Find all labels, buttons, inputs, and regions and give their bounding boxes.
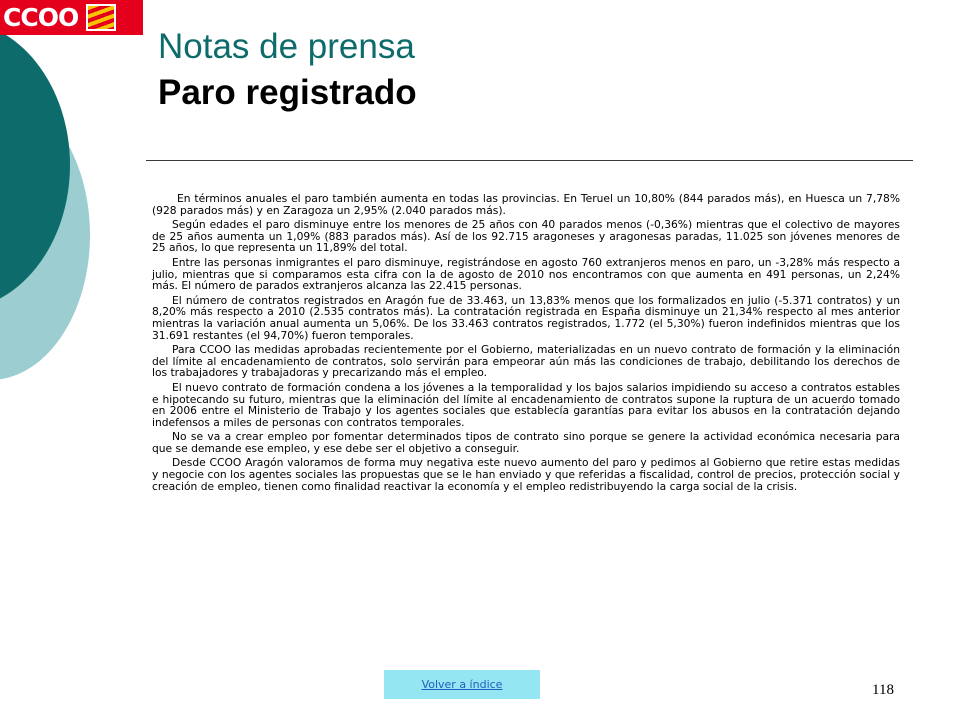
paragraph: El número de contratos registrados en Aragón fue de 33.463, un 13,83% menos que los formalizados en julio (-5.371 contratos) y un 8,20% más respecto a 2010 (2.535 contratos más). La contratación registrada en España disminuye un 21,34% respecto al mes anterior mientras la variación anual aumenta un 5,06%. De los 33.463 contratos registrados, 1.772 (el 5,30%) fueron indefinidos mientras que los 31.691 restantes (el 94,70%) fueron temporales. bbox=[152, 293, 900, 342]
paragraph: Para CCOO las medidas aprobadas recientemente por el Gobierno, materializadas en un nuevo contrato de formación y la eliminación del límite al encadenamiento de contratos, solo servirán para empeorar aún más las condiciones de trabajo, debilitando los derechos de los trabajadores y trabajadoras y precarizando más el empleo. bbox=[152, 343, 900, 380]
page-number: 118 bbox=[872, 682, 894, 698]
paragraph: El nuevo contrato de formación condena a los jóvenes a la temporalidad y los bajos salarios impidiendo su acceso a contratos estables e hipotecando su futuro, mientras que la eliminación del límite al encadenamiento de contratos supone la ruptura de un acuerdo tomado en 2006 entre el Ministerio de Trabajo y los agentes sociales que establecía garantías para evitar los abusos en la contratación dejando indefensos a miles de personas con contratos temporales. bbox=[152, 380, 900, 429]
logo-text: CCOO bbox=[3, 3, 79, 32]
paragraph: Según edades el paro disminuye entre los menores de 25 años con 40 parados menos (-0,36%) mientras que el colectivo de mayores de 25 años aumenta un 1,09% (883 parados más). Así de los 92.715 aragoneses y aragonesas paradas, 11.025 son jóvenes menores de 25 años, lo que representa un 11,89% del total. bbox=[152, 218, 900, 255]
paragraph: Desde CCOO Aragón valoramos de forma muy negativa este nuevo aumento del paro y pedimos al Gobierno que retire estas medidas y negocie con los agentes sociales las propuestas que se le han enviado y que referidas a fiscalidad, control de precios, protección social y creación de empleo, tienen como finalidad reactivar la economía y el empleo redistribuyendo la carga social de la crisis. bbox=[152, 456, 900, 493]
press-release-body bbox=[152, 193, 900, 495]
page-subtitle: Paro registrado bbox=[158, 73, 417, 112]
paragraph: Entre las personas inmigrantes el paro disminuye, registrándose en agosto 760 extranjeros menos en paro, un -3,28% más respecto a julio, mientras que si comparamos esta cifra con la de agosto de 2010 nos encontramos con que aumenta en 491 personas, un 2,24% más. El número de parados extranjeros alcanza las 22.415 personas. bbox=[152, 255, 900, 293]
page-title: Notas de prensa bbox=[158, 27, 415, 66]
ccoo-logo bbox=[0, 0, 143, 35]
paragraph: No se va a crear empleo por fomentar determinados tipos de contrato sino porque se genere la actividad económica necesaria para que se demande ese empleo, y ese debe ser el objetivo a conseguir. bbox=[152, 430, 900, 455]
paragraph: En términos anuales el paro también aumenta en todas las provincias. En Teruel un 10,80% (844 parados más), en Huesca un 7,78% (928 parados más) y en Zaragoza un 2,95% (2.040 parados más). bbox=[152, 192, 900, 217]
aragon-flag-icon bbox=[86, 4, 116, 31]
title-divider bbox=[146, 160, 913, 161]
back-to-index-link[interactable]: Volver a índice bbox=[384, 670, 540, 699]
